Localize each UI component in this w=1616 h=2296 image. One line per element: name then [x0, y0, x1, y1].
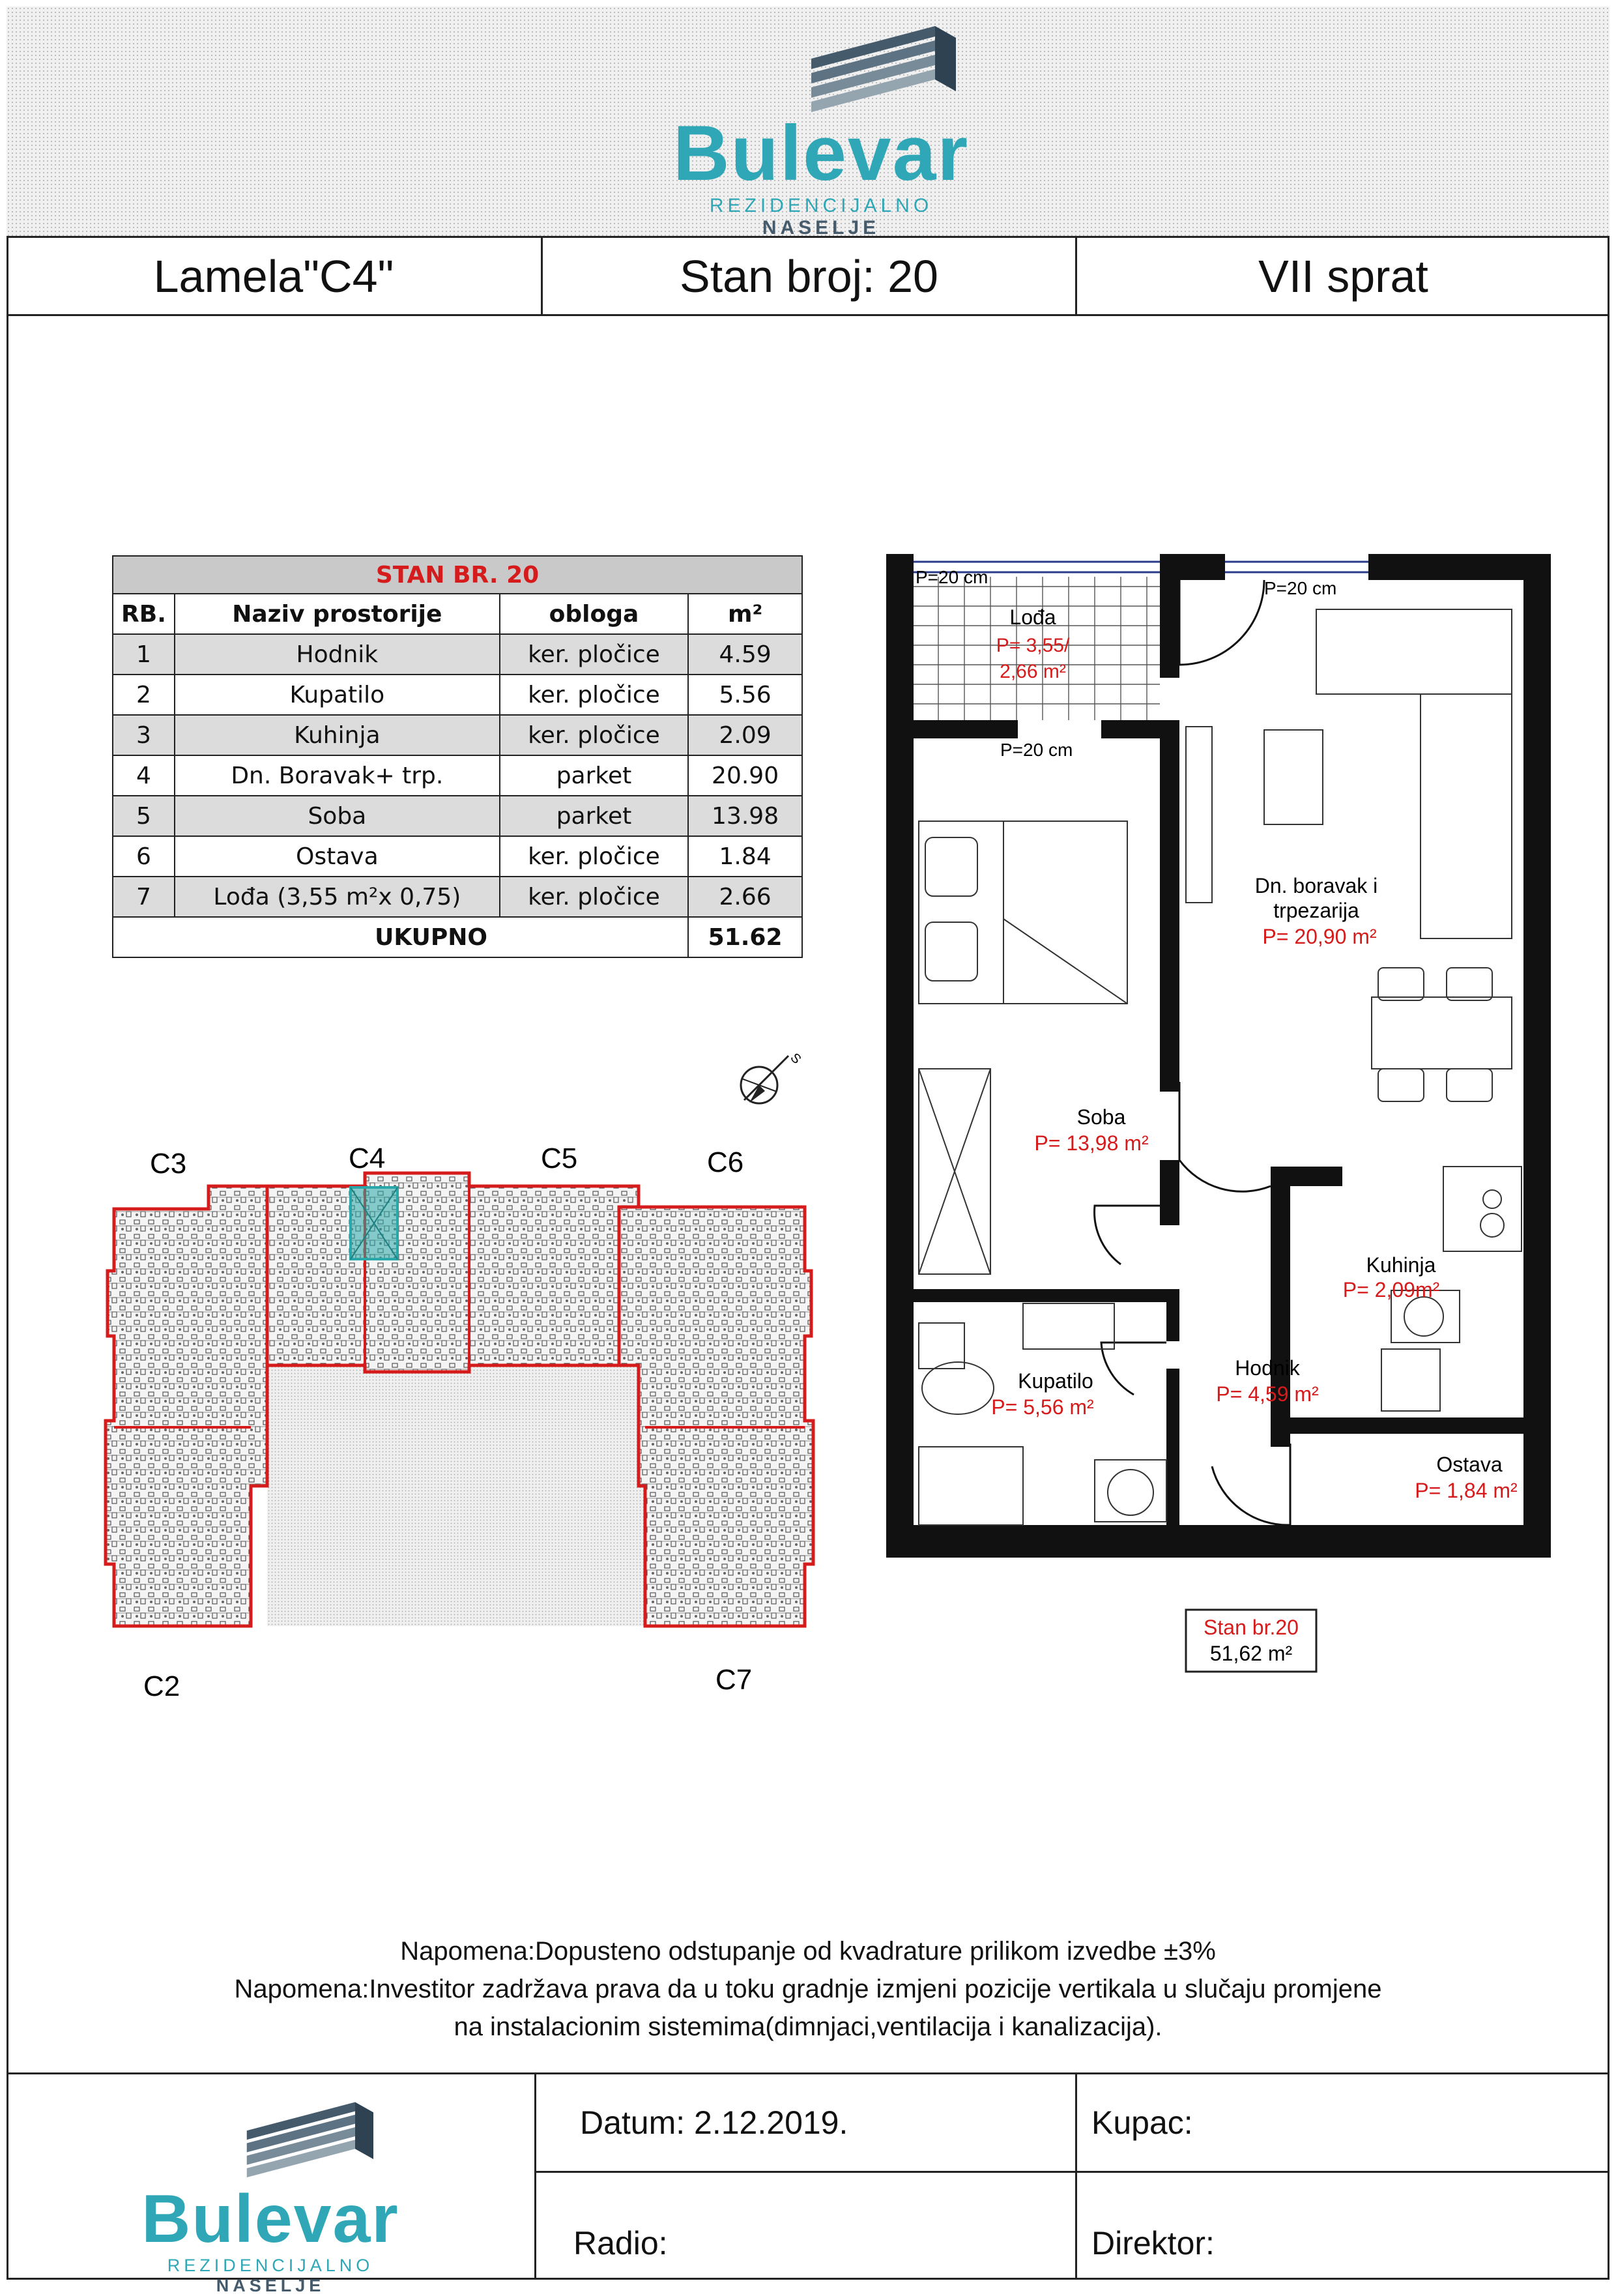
cell-obloga: ker. pločice: [500, 836, 688, 877]
kitchen-counter: [1443, 1167, 1522, 1251]
cell-naziv: Hodnik: [175, 634, 500, 675]
note-2: Napomena:Investitor zadržava prava da u toku gradnje izmjeni pozicije vertikala u slučaju promjene: [234, 1975, 1382, 2003]
table-row: [113, 715, 802, 755]
room-name-soba: Soba: [1076, 1105, 1126, 1129]
courtyard: [267, 1365, 645, 1626]
table-title: STAN BR. 20: [113, 556, 802, 594]
shelf: [1186, 727, 1212, 903]
header-m2: m²: [688, 594, 802, 634]
cell-rb: 6: [113, 836, 175, 877]
wall-top-right: [1368, 554, 1551, 580]
room-name-hodnik: Hodnik: [1235, 1356, 1300, 1380]
notes: [0, 1932, 1616, 2046]
floor-plan: [886, 547, 1551, 1701]
table-row: [113, 675, 802, 715]
footer-brand-logo: [117, 2181, 424, 2296]
wall-lodja-side: [1160, 554, 1179, 678]
note-1: Napomena:Dopusteno odstupanje od kvadrature prilikom izvedbe ±3%: [400, 1937, 1216, 1966]
label-c5: C5: [541, 1142, 578, 1174]
header-naziv: Naziv prostorije: [175, 594, 500, 634]
cell-m2: 1.84: [688, 836, 802, 877]
tv-unit: [1264, 730, 1323, 824]
total-label: UKUPNO: [175, 917, 688, 957]
compass-icon: [730, 1043, 804, 1118]
brand-logo: [652, 109, 990, 239]
cell-obloga: ker. pločice: [500, 877, 688, 917]
room-area-kuhinja: P= 2,09m²: [1342, 1278, 1440, 1301]
cell-rb: 1: [113, 634, 175, 675]
room-name-kuhinja: Kuhinja: [1366, 1253, 1436, 1277]
total-value: 51.62: [688, 917, 802, 957]
wing-c2-c3: [106, 1186, 267, 1626]
room-area-hodnik: P= 4,59 m²: [1216, 1382, 1319, 1406]
table-row: [113, 634, 802, 675]
cell-naziv: Kuhinja: [175, 715, 500, 755]
kupac-label: Kupac:: [1091, 2104, 1193, 2141]
room-area-ostava: P= 1,84 m²: [1415, 1479, 1518, 1502]
label-c3: C3: [150, 1148, 187, 1180]
stan-label: Stan broj: 20: [680, 250, 938, 302]
brand-sub-right: NASELJE: [762, 217, 880, 239]
cell-naziv: Ostava: [175, 836, 500, 877]
direktor-label: Direktor:: [1091, 2225, 1215, 2261]
label-c2: C2: [143, 1670, 180, 1702]
key-plan: [104, 1142, 821, 1707]
datum-label: Datum: 2.12.2019.: [580, 2104, 848, 2141]
label-c4: C4: [349, 1142, 386, 1174]
note-3: na instalacionim sistemima(dimnjaci,ventilacija i kanalizacija).: [454, 2013, 1162, 2041]
header-obloga: obloga: [500, 594, 688, 634]
footer-divider-v2: [1075, 2074, 1077, 2280]
table-total-row: [113, 917, 802, 957]
cell-naziv: Soba: [175, 796, 500, 836]
room-name-boravak-2: trpezarija: [1273, 899, 1359, 922]
room-table: [112, 555, 803, 958]
lamela-label: Lamela"C4": [153, 250, 394, 302]
table-row: [113, 836, 802, 877]
table-row: [113, 796, 802, 836]
cell-rb: 3: [113, 715, 175, 755]
header-rb: RB.: [113, 594, 175, 634]
cell-naziv: Kupatilo: [175, 675, 500, 715]
footer-brand-name: Bulevar: [141, 2181, 399, 2257]
wall-bottom: [886, 1525, 1551, 1558]
door-boravak: [1179, 1082, 1271, 1191]
room-name-boravak: Dn. boravak i: [1254, 874, 1378, 897]
room-name-ostava: Ostava: [1436, 1453, 1503, 1476]
door-lodja: [1179, 580, 1264, 665]
header: [7, 7, 1609, 238]
parapet-soba: P=20 cm: [1000, 740, 1073, 760]
wing-c6-c7: [619, 1207, 813, 1626]
room-name-kupatilo: Kupatilo: [1018, 1369, 1093, 1393]
shower: [919, 1447, 1023, 1525]
sink: [1381, 1349, 1440, 1411]
door-soba: [1095, 1206, 1160, 1264]
cell-obloga: parket: [500, 755, 688, 796]
cell-rb: 4: [113, 755, 175, 796]
wall-left: [886, 554, 914, 1558]
room-area-boravak: P= 20,90 m²: [1262, 925, 1377, 948]
table-row: [113, 877, 802, 917]
cell-obloga: ker. pločice: [500, 715, 688, 755]
cell-m2: 4.59: [688, 634, 802, 675]
room-area-kupatilo: P= 5,56 m²: [991, 1395, 1094, 1419]
table-row: [113, 755, 802, 796]
cell-rb: 2: [113, 675, 175, 715]
room-area-soba: P= 13,98 m²: [1034, 1131, 1149, 1155]
footer-divider-v1: [534, 2074, 536, 2280]
toilet: [922, 1362, 994, 1414]
label-c7: C7: [715, 1664, 753, 1696]
cell-naziv: Lođa (3,55 m²x 0,75): [175, 877, 500, 917]
wing-c4-c5: [267, 1173, 639, 1372]
cell-obloga: parket: [500, 796, 688, 836]
footer-logo-building-icon: [238, 2091, 381, 2185]
cell-m2: 20.90: [688, 755, 802, 796]
cell-m2: 13.98: [688, 796, 802, 836]
room-area-lodja: P= 3,55/: [996, 635, 1070, 656]
cell-m2: 5.56: [688, 675, 802, 715]
door-ostava: [1212, 1444, 1290, 1525]
room-name-lodja: Lođa: [1009, 605, 1056, 629]
dining-table: [1372, 997, 1512, 1069]
stamp-line-1: Stan br.20: [1204, 1616, 1299, 1639]
footer-brand-sub-left: REZIDENCIJALNO: [167, 2256, 374, 2275]
cell-naziv: Dn. Boravak+ trp.: [175, 755, 500, 796]
cell-rb: 5: [113, 796, 175, 836]
footer-divider-h: [534, 2171, 1609, 2173]
footer-brand-sub-right: NASELJE: [216, 2276, 325, 2295]
radio-label: Radio:: [573, 2225, 668, 2261]
parapet-boravak: P=20 cm: [1264, 578, 1337, 598]
sprat-label: VII sprat: [1258, 250, 1428, 302]
parapet-lodja: P=20 cm: [916, 567, 988, 587]
stamp-line-2: 51,62 m²: [1209, 1642, 1293, 1665]
room-area-lodja-2: 2,66 m²: [1000, 661, 1066, 682]
wall-right: [1523, 554, 1551, 1558]
label-c6: C6: [707, 1146, 744, 1178]
bed: [919, 821, 1127, 1004]
door-kupatilo: [1101, 1343, 1166, 1395]
footer: [7, 2072, 1609, 2295]
logo-building-icon: [805, 13, 961, 121]
cell-m2: 2.09: [688, 715, 802, 755]
cell-rb: 7: [113, 877, 175, 917]
brand-sub-left: REZIDENCIJALNO: [709, 195, 933, 216]
info-row: [7, 238, 1609, 316]
cell-obloga: ker. pločice: [500, 675, 688, 715]
compass-letter: S: [787, 1050, 804, 1067]
cell-obloga: ker. pločice: [500, 634, 688, 675]
brand-name: Bulevar: [672, 109, 970, 197]
cell-m2: 2.66: [688, 877, 802, 917]
